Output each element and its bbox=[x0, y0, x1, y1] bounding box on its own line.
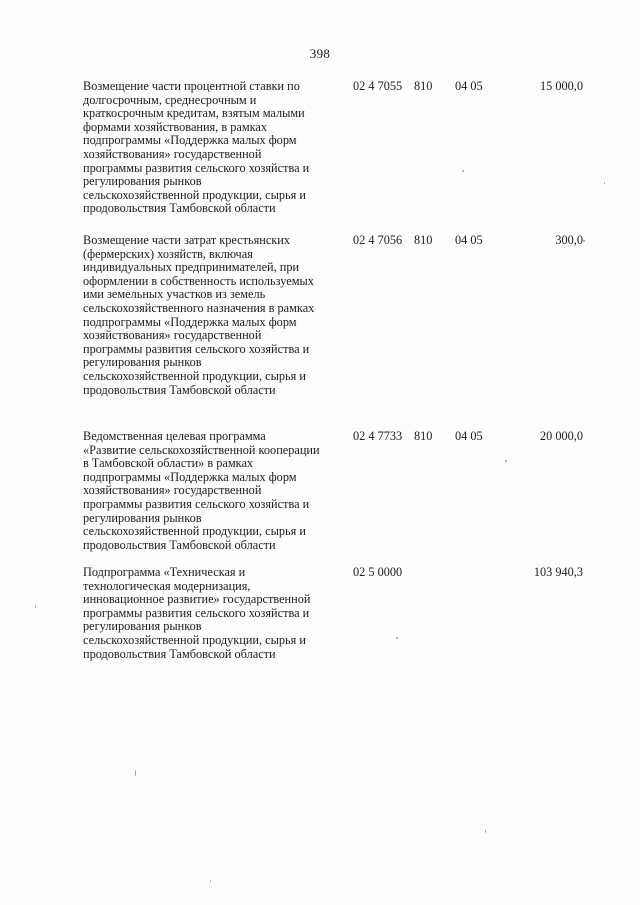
row-expense-type: 810 bbox=[414, 429, 433, 443]
table-row bbox=[83, 80, 583, 216]
row-amount: 300,0 bbox=[555, 233, 583, 247]
row-target-code: 02 4 7733 bbox=[353, 429, 403, 443]
page-number: 398 bbox=[309, 46, 331, 61]
row-target-code: 02 4 7055 bbox=[353, 79, 403, 93]
budget-table bbox=[83, 80, 583, 666]
scan-speck bbox=[505, 460, 507, 462]
row-target-code: 02 4 7056 bbox=[353, 233, 403, 247]
scan-speck bbox=[135, 770, 136, 776]
row-description: Возмещение части затрат крестьянских (фермерских) хозяйств, включая индивидуальных предпринимателей, при оформлении в собственность используемых ими земельных участков из земель сельскохозяйственного назначения в рамках подпрограммы «Поддержка малых форм хозяйствования» государственной программы развития сельского хозяйства и регулирования рынков сельскохозяйственной продукции, сырья и продовольствия Тамбовской области bbox=[83, 233, 315, 397]
row-section: 04 05 bbox=[455, 79, 483, 93]
row-section: 04 05 bbox=[455, 233, 483, 247]
row-amount: 20 000,0 bbox=[539, 429, 583, 443]
row-amount: 103 940,3 bbox=[533, 565, 583, 579]
scan-speck bbox=[604, 182, 605, 184]
table-row bbox=[83, 566, 583, 664]
row-expense-type: 810 bbox=[414, 79, 433, 93]
row-description: Возмещение части процентной ставки по долгосрочным, среднесрочным и краткосрочным кредитам, взятым малыми формами хозяйствования, в рамках подпрограммы «Поддержка малых форм хозяйствования» государственной программы развития сельского хозяйства и регулирования рынков сельскохозяйственной продукции, сырья и продовольствия Тамбовской области bbox=[83, 79, 310, 216]
scan-speck bbox=[210, 880, 211, 882]
scan-speck bbox=[462, 170, 464, 172]
table-row bbox=[83, 234, 583, 412]
row-amount: 15 000,0 bbox=[539, 79, 583, 93]
row-description: Ведомственная целевая программа «Развитие сельскохозяйственной кооперации в Тамбовской области» в рамках подпрограммы «Поддержка малых форм хозяйствования» государственной программы развития сельского хозяйства и регулирования рынков сельскохозяйственной продукции, сырья и продовольствия Тамбовской области bbox=[83, 429, 320, 552]
table-row bbox=[83, 430, 583, 554]
row-description: Подпрограмма «Техническая и технологическая модернизация, инновационное развитие» государственной программы развития сельского хозяйства и регулирования рынков сельскохозяйственной продукции, сырья и продовольствия Тамбовской области bbox=[83, 565, 311, 661]
row-target-code: 02 5 0000 bbox=[353, 565, 403, 579]
scan-speck bbox=[35, 605, 36, 608]
row-section: 04 05 bbox=[455, 429, 483, 443]
row-expense-type: 810 bbox=[414, 233, 433, 247]
scan-speck bbox=[485, 830, 486, 833]
scan-speck bbox=[583, 240, 585, 242]
scan-speck bbox=[396, 637, 398, 639]
